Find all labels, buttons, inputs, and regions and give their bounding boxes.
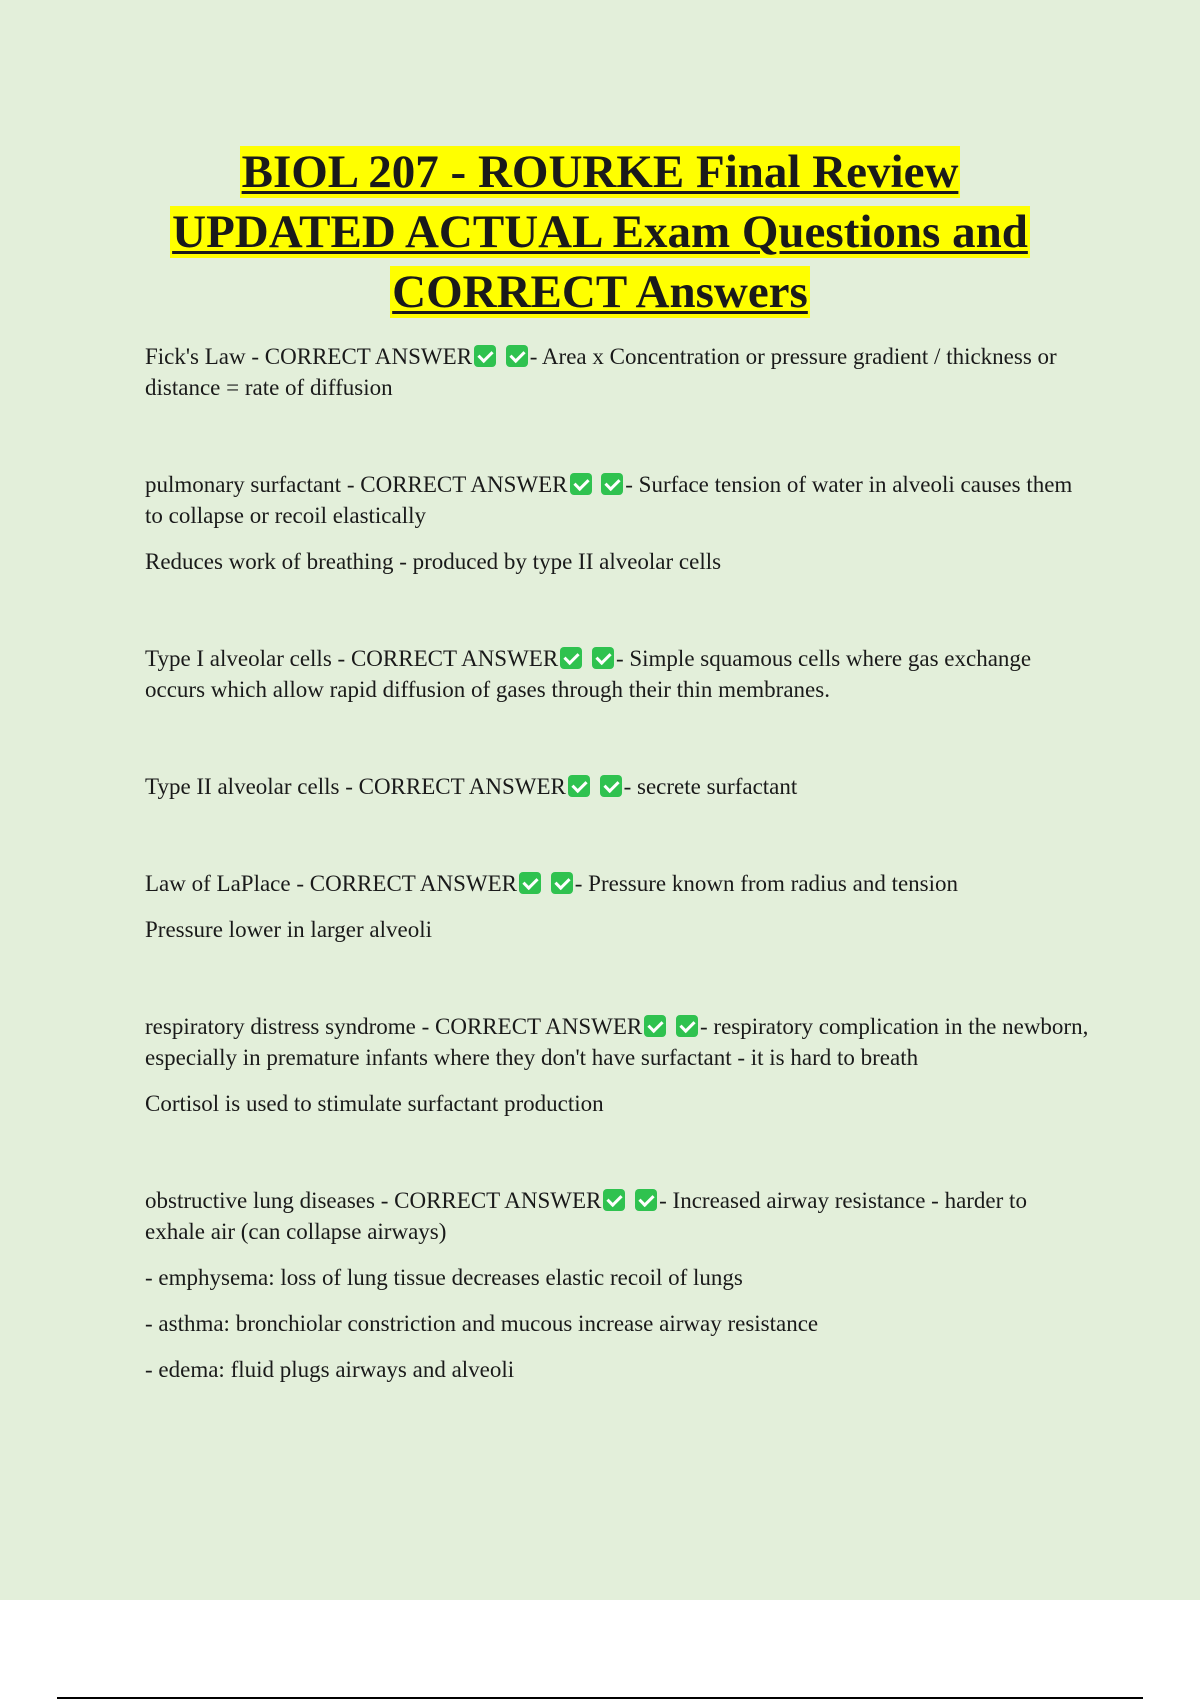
qa-entry [145, 1185, 1090, 1385]
qa-main-line: Fick's Law - CORRECT ANSWER - Area x Concentration or pressure gradient / thickness or distance = rate of diffusion [145, 344, 1057, 400]
title-line-3: CORRECT Answers [392, 266, 808, 318]
qa-main-line: Type I alveolar cells - CORRECT ANSWER - Simple squamous cells where gas exchange occurs which allow rapid diffusion of gases through their thin membranes. [145, 646, 1032, 702]
document-title [60, 142, 1140, 322]
correct-answer-marker: CORRECT ANSWER [358, 774, 566, 799]
qa-extra-line: - edema: fluid plugs airways and alveoli [145, 1357, 515, 1382]
check-box-icon [676, 1015, 698, 1037]
check-box-icon [474, 345, 496, 367]
qa-term: pulmonary surfactant [145, 472, 342, 497]
qa-answer: - Simple squamous cells where gas exchange occurs which allow rapid diffusion of gases through their thin membranes. [145, 646, 1032, 702]
qa-answer: - Pressure known from radius and tension [574, 871, 959, 896]
qa-answer: - respiratory complication in the newborn, especially in premature infants where they don't have surfactant - it is hard to breath [145, 1014, 1089, 1070]
qa-entry [145, 771, 1090, 802]
title-line-2: UPDATED ACTUAL Exam Questions and [172, 206, 1028, 258]
correct-answer-marker: CORRECT ANSWER [264, 344, 473, 369]
entry-spacer [145, 577, 1090, 643]
title-line-1: BIOL 207 - ROURKE Final Review [241, 146, 959, 198]
qa-list [145, 341, 1090, 1385]
check-box-icon [570, 473, 592, 495]
entry-spacer [145, 705, 1090, 771]
qa-extra-line: Reduces work of breathing - produced by type II alveolar cells [145, 549, 722, 574]
qa-answer: - Area x Concentration or pressure gradient / thickness or distance = rate of diffusion [145, 344, 1057, 400]
check-box-icon [592, 647, 614, 669]
entry-spacer [145, 1119, 1090, 1185]
qa-term: Type II alveolar cells [145, 774, 340, 799]
entry-spacer [145, 945, 1090, 1011]
qa-entry [145, 341, 1090, 403]
check-box-icon [560, 647, 582, 669]
footer-divider [57, 1697, 1143, 1699]
check-box-icon [600, 775, 622, 797]
check-box-icon [519, 872, 541, 894]
check-box-icon [601, 473, 623, 495]
check-box-icon [644, 1015, 666, 1037]
qa-term: obstructive lung diseases [145, 1188, 375, 1213]
check-box-icon [551, 872, 573, 894]
qa-extra-line: Cortisol is used to stimulate surfactant production [145, 1091, 604, 1116]
check-box-icon [506, 345, 528, 367]
entry-spacer [145, 403, 1090, 469]
qa-extra-line: Pressure lower in larger alveoli [145, 917, 432, 942]
entry-spacer [145, 802, 1090, 868]
qa-extra-line: - emphysema: loss of lung tissue decreases elastic recoil of lungs [145, 1265, 743, 1290]
qa-main-line: obstructive lung diseases - CORRECT ANSWER - Increased airway resistance - harder to exhale air (can collapse airways) [145, 1188, 1027, 1244]
check-box-icon [603, 1189, 625, 1211]
qa-main-line: pulmonary surfactant - CORRECT ANSWER - Surface tension of water in alveoli causes them to collapse or recoil elastically [145, 472, 1073, 528]
qa-entry [145, 643, 1090, 705]
qa-term: Fick's Law [145, 344, 246, 369]
qa-main-line: respiratory distress syndrome - CORRECT ANSWER - respiratory complication in the newborn, especially in premature infants where they don't have surfactant - it is hard to breath [145, 1014, 1089, 1070]
check-box-icon [568, 775, 590, 797]
qa-main-line: Type II alveolar cells - CORRECT ANSWER - secrete surfactant [145, 774, 798, 799]
qa-extra-line: - asthma: bronchiolar constriction and mucous increase airway resistance [145, 1311, 819, 1336]
qa-term: Type I alveolar cells [145, 646, 332, 671]
qa-entry [145, 469, 1090, 577]
qa-answer: - secrete surfactant [623, 774, 798, 799]
correct-answer-marker: CORRECT ANSWER [360, 472, 568, 497]
check-box-icon [635, 1189, 657, 1211]
correct-answer-marker: CORRECT ANSWER [435, 1014, 643, 1039]
qa-main-line: Law of LaPlace - CORRECT ANSWER - Pressure known from radius and tension [145, 871, 959, 896]
qa-entry [145, 1011, 1090, 1119]
qa-term: respiratory distress syndrome [145, 1014, 416, 1039]
correct-answer-marker: CORRECT ANSWER [394, 1188, 602, 1213]
qa-entry [145, 868, 1090, 945]
qa-answer: - Increased airway resistance - harder to exhale air (can collapse airways) [145, 1188, 1027, 1244]
qa-answer: - Surface tension of water in alveoli causes them to collapse or recoil elastically [145, 472, 1073, 528]
qa-term: Law of LaPlace [145, 871, 291, 896]
correct-answer-marker: CORRECT ANSWER [309, 871, 518, 896]
correct-answer-marker: CORRECT ANSWER [350, 646, 559, 671]
